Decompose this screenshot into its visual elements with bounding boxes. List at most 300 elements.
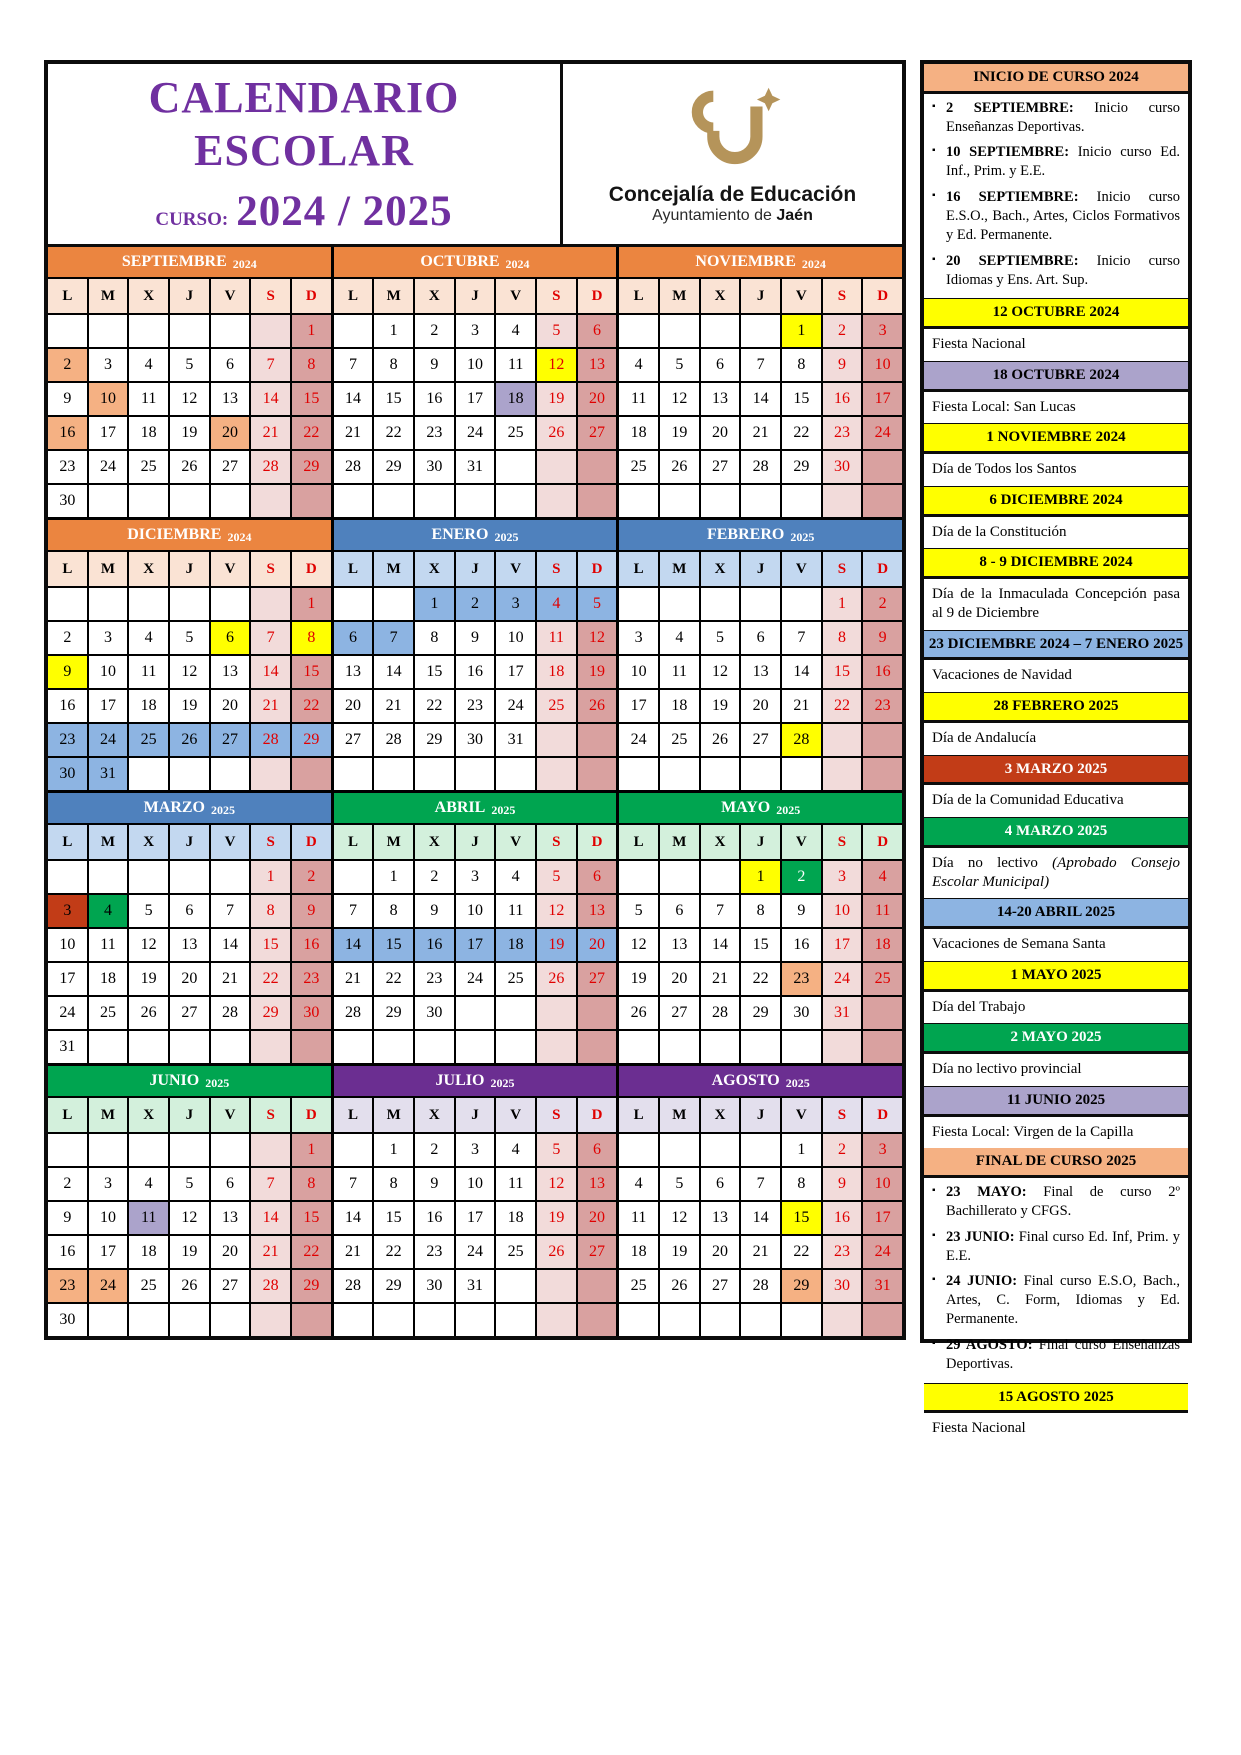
- day-cell: 4: [496, 1134, 535, 1166]
- day-cell: 19: [537, 1202, 576, 1234]
- weekday-header: M: [374, 552, 413, 586]
- day-cell: [496, 451, 535, 483]
- day-cell: 1: [292, 1134, 331, 1166]
- weekday-header: J: [170, 279, 209, 313]
- weekday-header: M: [89, 825, 128, 859]
- day-cell: 3: [823, 861, 862, 893]
- day-cell: 20: [660, 963, 699, 995]
- weekday-header: S: [823, 552, 862, 586]
- day-cell: [456, 485, 495, 517]
- day-cell: 7: [251, 349, 290, 381]
- weekday-header: M: [660, 552, 699, 586]
- day-cell: 25: [496, 963, 535, 995]
- sidebar-content: [924, 64, 1188, 1445]
- day-cell: 9: [415, 349, 454, 381]
- day-cell: [89, 1134, 128, 1166]
- weekday-header: S: [823, 1098, 862, 1132]
- weekday-header: L: [619, 1098, 658, 1132]
- month-name: ABRIL: [434, 799, 486, 816]
- month-abril: [334, 793, 617, 1063]
- day-cell: 22: [782, 1236, 821, 1268]
- day-cell: 23: [48, 724, 87, 756]
- day-cell: 17: [456, 383, 495, 415]
- day-cell: 3: [89, 1168, 128, 1200]
- weekday-header: S: [823, 825, 862, 859]
- day-cell: [863, 485, 902, 517]
- day-cell: 1: [823, 588, 862, 620]
- day-cell: 4: [496, 315, 535, 347]
- day-cell: 27: [701, 1270, 740, 1302]
- weekday-header: S: [537, 1098, 576, 1132]
- day-cell: 24: [456, 417, 495, 449]
- day-cell: 13: [578, 1168, 617, 1200]
- day-cell: [89, 1304, 128, 1336]
- day-cell: 31: [456, 1270, 495, 1302]
- square-bullet-icon: ▪: [932, 145, 936, 157]
- sidebar-date-band: 3 MARZO 2025: [924, 755, 1188, 786]
- day-cell: 11: [129, 1202, 168, 1234]
- month-name: MARZO: [143, 799, 205, 816]
- day-cell: 26: [129, 997, 168, 1029]
- day-cell: 1: [415, 588, 454, 620]
- day-cell: [129, 861, 168, 893]
- month-name: ENERO: [431, 526, 489, 543]
- day-cell: [578, 724, 617, 756]
- day-cell: 18: [863, 929, 902, 961]
- day-cell: 1: [782, 1134, 821, 1166]
- day-cell: 3: [496, 588, 535, 620]
- sidebar-bullet-list: [924, 1178, 1188, 1383]
- day-cell: 18: [129, 417, 168, 449]
- day-cell: [619, 758, 658, 790]
- day-cell: 3: [619, 622, 658, 654]
- day-cell: 28: [334, 1270, 373, 1302]
- month-header: [334, 247, 617, 277]
- smiley-logo-icon: [681, 84, 785, 179]
- month-name: AGOSTO: [711, 1072, 780, 1089]
- day-cell: 28: [334, 451, 373, 483]
- day-cell: [619, 1031, 658, 1063]
- calendar-main-box: [44, 60, 906, 1340]
- weekday-header: V: [782, 1098, 821, 1132]
- day-cell: 3: [89, 349, 128, 381]
- weekday-header: J: [456, 279, 495, 313]
- day-cell: [129, 315, 168, 347]
- sidebar-date-band: 18 OCTUBRE 2024: [924, 361, 1188, 392]
- day-cell: [537, 451, 576, 483]
- day-cell: [292, 485, 331, 517]
- day-cell: 30: [823, 451, 862, 483]
- day-cell: 15: [374, 929, 413, 961]
- day-cell: 5: [537, 1134, 576, 1166]
- weekday-header: S: [251, 552, 290, 586]
- day-cell: 28: [782, 724, 821, 756]
- day-cell: 6: [334, 622, 373, 654]
- day-cell: 14: [251, 656, 290, 688]
- square-bullet-icon: ▪: [932, 1338, 936, 1349]
- sidebar-note: Día no lectivo provincial: [932, 1061, 1082, 1078]
- weekday-header: D: [292, 1098, 331, 1132]
- square-bullet-icon: ▪: [932, 1274, 936, 1286]
- logo-subtitle-bold: Jaén: [776, 206, 813, 224]
- curso-label: CURSO:: [155, 209, 229, 231]
- weekday-header: X: [415, 552, 454, 586]
- month-name: NOVIEMBRE: [695, 253, 796, 270]
- weekday-header: J: [456, 825, 495, 859]
- month-noviembre: [619, 247, 902, 517]
- day-cell: 29: [292, 451, 331, 483]
- day-cell: 13: [578, 895, 617, 927]
- day-cell: 4: [863, 861, 902, 893]
- day-cell: 5: [537, 861, 576, 893]
- weekday-header: D: [578, 1098, 617, 1132]
- weekday-header: V: [782, 825, 821, 859]
- day-cell: 13: [211, 383, 250, 415]
- day-cell: 13: [211, 656, 250, 688]
- day-cell: 15: [782, 383, 821, 415]
- day-cell: 1: [374, 861, 413, 893]
- day-cell: 20: [211, 417, 250, 449]
- day-cell: 4: [619, 349, 658, 381]
- day-cell: [537, 997, 576, 1029]
- day-cell: 19: [537, 929, 576, 961]
- day-cell: 16: [456, 656, 495, 688]
- day-cell: 14: [741, 383, 780, 415]
- day-cell: [211, 485, 250, 517]
- day-cell: 26: [619, 997, 658, 1029]
- weekday-header: X: [129, 279, 168, 313]
- day-cell: [456, 997, 495, 1029]
- day-cell: 14: [334, 383, 373, 415]
- day-cell: 17: [456, 929, 495, 961]
- weekday-header: J: [741, 552, 780, 586]
- day-cell: 21: [741, 417, 780, 449]
- day-cell: 16: [823, 383, 862, 415]
- day-cell: 6: [701, 1168, 740, 1200]
- day-cell: [456, 758, 495, 790]
- day-cell: 23: [863, 690, 902, 722]
- day-cell: [334, 758, 373, 790]
- day-cell: [537, 485, 576, 517]
- day-cell: 16: [48, 417, 87, 449]
- day-cell: 25: [619, 451, 658, 483]
- sidebar-bullet-item: ▪ 24 JUNIO: Final curso E.S.O, Bach., Artes, C. Form, Idiomas y Ed. Permanente.: [932, 1273, 1180, 1328]
- day-cell: 22: [823, 690, 862, 722]
- day-cell: 10: [456, 349, 495, 381]
- day-cell: 2: [48, 1168, 87, 1200]
- month-day-grid: [619, 552, 902, 790]
- day-cell: [374, 1031, 413, 1063]
- day-cell: 20: [701, 417, 740, 449]
- day-cell: [660, 315, 699, 347]
- day-cell: 11: [496, 349, 535, 381]
- sidebar-section-header: FINAL DE CURSO 2025: [924, 1148, 1188, 1178]
- day-cell: [170, 1031, 209, 1063]
- day-cell: 21: [251, 690, 290, 722]
- day-cell: 16: [415, 929, 454, 961]
- sidebar-date-band: 23 DICIEMBRE 2024 – 7 ENERO 2025: [924, 630, 1188, 661]
- month-year: 2025: [776, 802, 801, 817]
- day-cell: [251, 1304, 290, 1336]
- day-cell: 29: [374, 997, 413, 1029]
- day-cell: 7: [741, 349, 780, 381]
- day-cell: 2: [48, 349, 87, 381]
- month-name: JUNIO: [149, 1072, 200, 1089]
- day-cell: 2: [863, 588, 902, 620]
- day-cell: 6: [211, 1168, 250, 1200]
- day-cell: 10: [496, 622, 535, 654]
- day-cell: 8: [374, 349, 413, 381]
- day-cell: [619, 588, 658, 620]
- day-cell: 19: [537, 383, 576, 415]
- day-cell: 27: [211, 724, 250, 756]
- day-cell: 8: [823, 622, 862, 654]
- day-cell: 9: [48, 1202, 87, 1234]
- day-cell: 16: [48, 690, 87, 722]
- day-cell: [619, 1134, 658, 1166]
- month-header: [619, 247, 902, 277]
- day-cell: 11: [619, 1202, 658, 1234]
- day-cell: 6: [701, 349, 740, 381]
- day-cell: 15: [292, 656, 331, 688]
- day-cell: 9: [456, 622, 495, 654]
- day-cell: 21: [701, 963, 740, 995]
- day-cell: 17: [496, 656, 535, 688]
- day-cell: 19: [170, 690, 209, 722]
- day-cell: 24: [89, 1270, 128, 1302]
- day-cell: 21: [334, 417, 373, 449]
- day-cell: 27: [578, 963, 617, 995]
- day-cell: 21: [334, 1236, 373, 1268]
- day-cell: 1: [782, 315, 821, 347]
- day-cell: 18: [619, 1236, 658, 1268]
- day-cell: 14: [374, 656, 413, 688]
- day-cell: 31: [48, 1031, 87, 1063]
- weekday-header: V: [496, 825, 535, 859]
- day-cell: 12: [537, 1168, 576, 1200]
- weekday-header: M: [89, 279, 128, 313]
- weekday-header: S: [251, 1098, 290, 1132]
- day-cell: 19: [578, 656, 617, 688]
- day-cell: [129, 1031, 168, 1063]
- sidebar-date-band: 6 DICIEMBRE 2024: [924, 486, 1188, 517]
- day-cell: [782, 485, 821, 517]
- day-cell: 5: [578, 588, 617, 620]
- weekday-header: D: [863, 825, 902, 859]
- day-cell: 16: [782, 929, 821, 961]
- day-cell: 14: [334, 1202, 373, 1234]
- day-cell: [537, 1304, 576, 1336]
- month-day-grid: [334, 825, 617, 1063]
- weekday-header: M: [374, 825, 413, 859]
- month-header: [48, 247, 331, 277]
- day-cell: 3: [48, 895, 87, 927]
- day-cell: [537, 1031, 576, 1063]
- day-cell: 27: [741, 724, 780, 756]
- day-cell: 2: [823, 315, 862, 347]
- day-cell: 8: [782, 1168, 821, 1200]
- day-cell: 2: [415, 1134, 454, 1166]
- weekday-header: D: [578, 279, 617, 313]
- day-cell: [170, 1304, 209, 1336]
- day-cell: 28: [741, 1270, 780, 1302]
- day-cell: 12: [170, 656, 209, 688]
- day-cell: [741, 315, 780, 347]
- month-day-grid: [48, 552, 331, 790]
- weekday-header: J: [170, 1098, 209, 1132]
- day-cell: 8: [415, 622, 454, 654]
- day-cell: [863, 1031, 902, 1063]
- day-cell: 6: [578, 861, 617, 893]
- day-cell: [170, 485, 209, 517]
- day-cell: 11: [129, 383, 168, 415]
- day-cell: 18: [89, 963, 128, 995]
- day-cell: [89, 588, 128, 620]
- day-cell: 24: [48, 997, 87, 1029]
- day-cell: [537, 1270, 576, 1302]
- day-cell: 26: [537, 963, 576, 995]
- day-cell: 23: [415, 417, 454, 449]
- weekday-header: V: [782, 279, 821, 313]
- day-cell: 1: [741, 861, 780, 893]
- sidebar-bullet-item: ▪ 2 SEPTIEMBRE: Inicio curso Enseñanzas Deportivas.: [932, 99, 1180, 135]
- day-cell: [89, 1031, 128, 1063]
- day-cell: 8: [251, 895, 290, 927]
- day-cell: 12: [701, 656, 740, 688]
- weekday-header: X: [129, 825, 168, 859]
- day-cell: 21: [741, 1236, 780, 1268]
- day-cell: 25: [537, 690, 576, 722]
- day-cell: 21: [211, 963, 250, 995]
- month-marzo: [48, 793, 331, 1063]
- day-cell: 18: [129, 1236, 168, 1268]
- square-bullet-icon: ▪: [932, 1229, 936, 1241]
- day-cell: 14: [211, 929, 250, 961]
- day-cell: [251, 1134, 290, 1166]
- weekday-header: X: [415, 1098, 454, 1132]
- day-cell: 17: [456, 1202, 495, 1234]
- day-cell: 10: [823, 895, 862, 927]
- day-cell: 29: [374, 1270, 413, 1302]
- month-name: JULIO: [435, 1072, 485, 1089]
- day-cell: 11: [619, 383, 658, 415]
- day-cell: 27: [211, 1270, 250, 1302]
- day-cell: 24: [823, 963, 862, 995]
- day-cell: [863, 997, 902, 1029]
- day-cell: [211, 588, 250, 620]
- weekday-header: D: [292, 552, 331, 586]
- day-cell: 17: [863, 383, 902, 415]
- day-cell: [89, 861, 128, 893]
- day-cell: [578, 451, 617, 483]
- sidebar-date-band: 14-20 ABRIL 2025: [924, 898, 1188, 929]
- month-diciembre: [48, 520, 331, 790]
- day-cell: 3: [89, 622, 128, 654]
- day-cell: 23: [48, 451, 87, 483]
- day-cell: [660, 1304, 699, 1336]
- day-cell: [170, 1134, 209, 1166]
- day-cell: [48, 315, 87, 347]
- day-cell: 12: [660, 383, 699, 415]
- day-cell: [89, 315, 128, 347]
- weekday-header: M: [660, 1098, 699, 1132]
- day-cell: 23: [292, 963, 331, 995]
- day-cell: 25: [496, 417, 535, 449]
- day-cell: [782, 588, 821, 620]
- day-cell: 14: [251, 383, 290, 415]
- day-cell: 23: [823, 417, 862, 449]
- day-cell: [89, 485, 128, 517]
- calendar-grid: [48, 247, 902, 1336]
- month-header: [48, 1066, 331, 1096]
- month-julio: [334, 1066, 617, 1336]
- day-cell: 9: [48, 656, 87, 688]
- month-year: 2025: [205, 1075, 230, 1090]
- day-cell: 15: [292, 1202, 331, 1234]
- month-year: 2024: [227, 529, 252, 544]
- day-cell: 28: [701, 997, 740, 1029]
- weekday-header: L: [619, 279, 658, 313]
- month-name: OCTUBRE: [420, 253, 500, 270]
- day-cell: 21: [251, 1236, 290, 1268]
- day-cell: 14: [782, 656, 821, 688]
- day-cell: [496, 758, 535, 790]
- title-line-2: ESCOLAR: [194, 125, 414, 175]
- day-cell: 29: [251, 997, 290, 1029]
- day-cell: [129, 588, 168, 620]
- day-cell: [48, 861, 87, 893]
- sidebar-section-header: INICIO DE CURSO 2024: [924, 64, 1188, 94]
- day-cell: [701, 315, 740, 347]
- day-cell: 10: [89, 383, 128, 415]
- month-year: 2024: [505, 256, 530, 271]
- day-cell: 30: [823, 1270, 862, 1302]
- month-year: 2024: [232, 256, 257, 271]
- day-cell: 16: [823, 1202, 862, 1234]
- day-cell: [292, 758, 331, 790]
- day-cell: [823, 1031, 862, 1063]
- day-cell: 26: [170, 724, 209, 756]
- weekday-header: J: [741, 1098, 780, 1132]
- day-cell: 26: [170, 1270, 209, 1302]
- day-cell: [48, 588, 87, 620]
- day-cell: 23: [823, 1236, 862, 1268]
- month-year: 2025: [490, 1075, 515, 1090]
- day-cell: [537, 758, 576, 790]
- weekday-header: L: [48, 552, 87, 586]
- day-cell: 28: [211, 997, 250, 1029]
- month-header: [48, 520, 331, 550]
- day-cell: 6: [578, 315, 617, 347]
- day-cell: 1: [251, 861, 290, 893]
- day-cell: 29: [374, 451, 413, 483]
- day-cell: 8: [292, 622, 331, 654]
- sidebar-note: Día de Todos los Santos: [932, 461, 1077, 478]
- day-cell: 23: [415, 1236, 454, 1268]
- day-cell: [741, 1031, 780, 1063]
- day-cell: 9: [415, 895, 454, 927]
- day-cell: 24: [89, 724, 128, 756]
- day-cell: 10: [456, 895, 495, 927]
- day-cell: 24: [619, 724, 658, 756]
- day-cell: 17: [863, 1202, 902, 1234]
- weekday-header: J: [456, 1098, 495, 1132]
- weekday-header: V: [782, 552, 821, 586]
- day-cell: [578, 1270, 617, 1302]
- weekday-header: V: [211, 552, 250, 586]
- day-cell: 26: [660, 451, 699, 483]
- weekday-header: V: [211, 1098, 250, 1132]
